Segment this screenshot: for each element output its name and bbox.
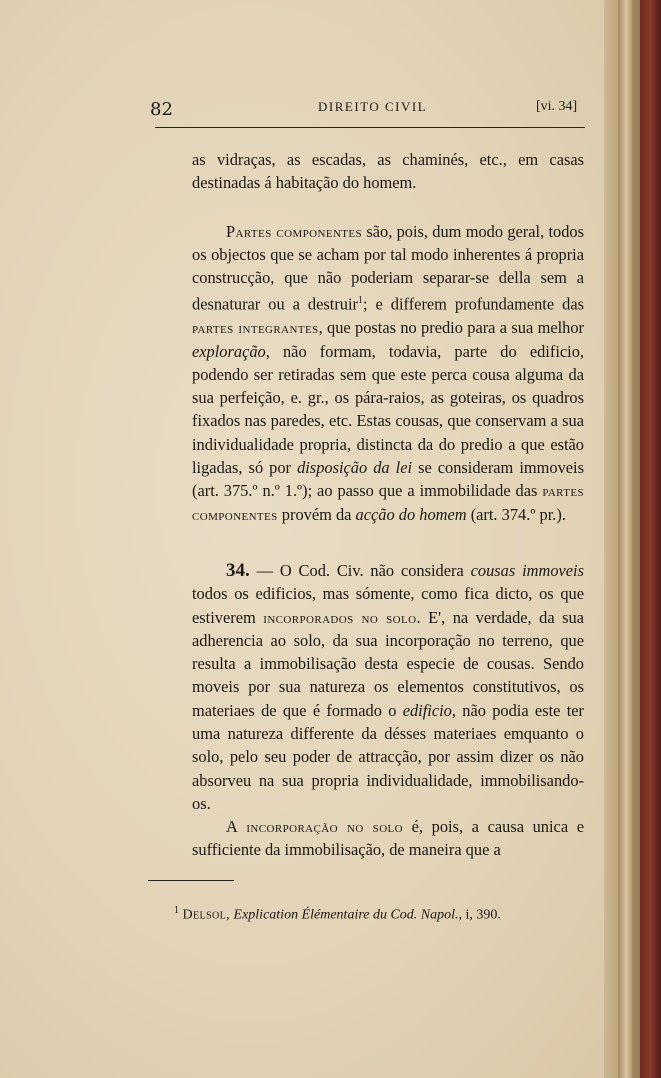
paragraph-4 (192, 815, 584, 862)
footnote (174, 905, 594, 924)
paragraph-3 (192, 559, 584, 815)
header-rule (155, 127, 585, 128)
italic-term: cousas immoveis (470, 560, 584, 580)
footnote-reference: i, 390. (462, 907, 501, 923)
text-run: não podia este ter uma natureza differente da désses materiaes emquanto o solo, pelo seu poder de attracção, por assim dizer os não absorveu na sua propria individualidade, immobilisando-os. (192, 700, 584, 813)
page-number: 82 (150, 99, 173, 120)
small-caps-term: partes componentes (192, 481, 584, 524)
text-run: provém da (277, 504, 356, 524)
footnote-ref: 1 (357, 295, 363, 307)
italic-term: disposição da lei (297, 458, 413, 478)
section-number: 34. (226, 559, 250, 581)
italic-term: exploração, (192, 341, 270, 361)
small-caps-term: Partes componentes (226, 221, 363, 241)
text-run: todos os edificios, mas sómente, como fica dicto, os que estiverem (192, 584, 584, 627)
small-caps-term: partes integrantes (192, 318, 319, 338)
footnote-rule (148, 880, 234, 881)
italic-term: acção do homem (355, 504, 467, 524)
text-run: são, pois, dum modo geral, todos os objectos que se acham por tal modo inherentes á propria construcção, que não poderiam separar-se della sem a desnaturar ou a destruir (192, 221, 584, 314)
paragraph-1: as vidraças, as escadas, as chaminés, etc., em casas destinadas á habitação do homem. (192, 150, 584, 193)
text-run: , que postas no predio para a sua melhor (318, 318, 584, 338)
section-reference: [vi. 34] (536, 99, 578, 114)
footnote-author: Delsol, (182, 907, 231, 923)
paragraph-2 (192, 220, 584, 526)
text-run: é, pois, a causa unica e sufficiente da immobilisação, de maneira que a (192, 817, 584, 860)
text-run: não formam, todavia, parte do edificio, podendo ser retiradas sem que este perca cousa alguma da sua perfeição, e. gr., os pára-raios, as goteiras, os quadros fixados nas paredes, etc. Estas cousas, que conservam a sua individualidade propria, distincta da do predio a que estão ligadas, só por (192, 341, 584, 478)
text-run: ; e differem profundamente das (362, 294, 584, 314)
italic-term: edificio, (402, 700, 456, 720)
main-text (192, 148, 584, 862)
small-caps-term: incorporados no solo (263, 607, 417, 627)
running-header (0, 99, 600, 123)
page-fore-edge (618, 0, 632, 1078)
book-binding (640, 0, 661, 1078)
running-title: DIREITO CIVIL (318, 99, 428, 114)
small-caps-term: A incorporação no solo (226, 817, 404, 837)
text-run: . E', na verdade, da sua adherencia ao solo, da sua incorporação no terreno, que resulta a immobilisação desta especie de cousas. Sendo moveis por sua natureza os elementos constitutivos, os materiaes de que é formado o (192, 607, 585, 720)
text-run: (art. 374.º pr.). (466, 504, 566, 524)
text-run: — O Cod. Civ. não considera (249, 560, 471, 580)
footnote-title: Explication Élémentaire du Cod. Napol., (233, 907, 463, 923)
footnote-number: 1 (174, 905, 179, 916)
text-run: se consideram immoveis (art. 375.º n.º 1.º); ao passo que a immobilidade das (192, 458, 584, 501)
